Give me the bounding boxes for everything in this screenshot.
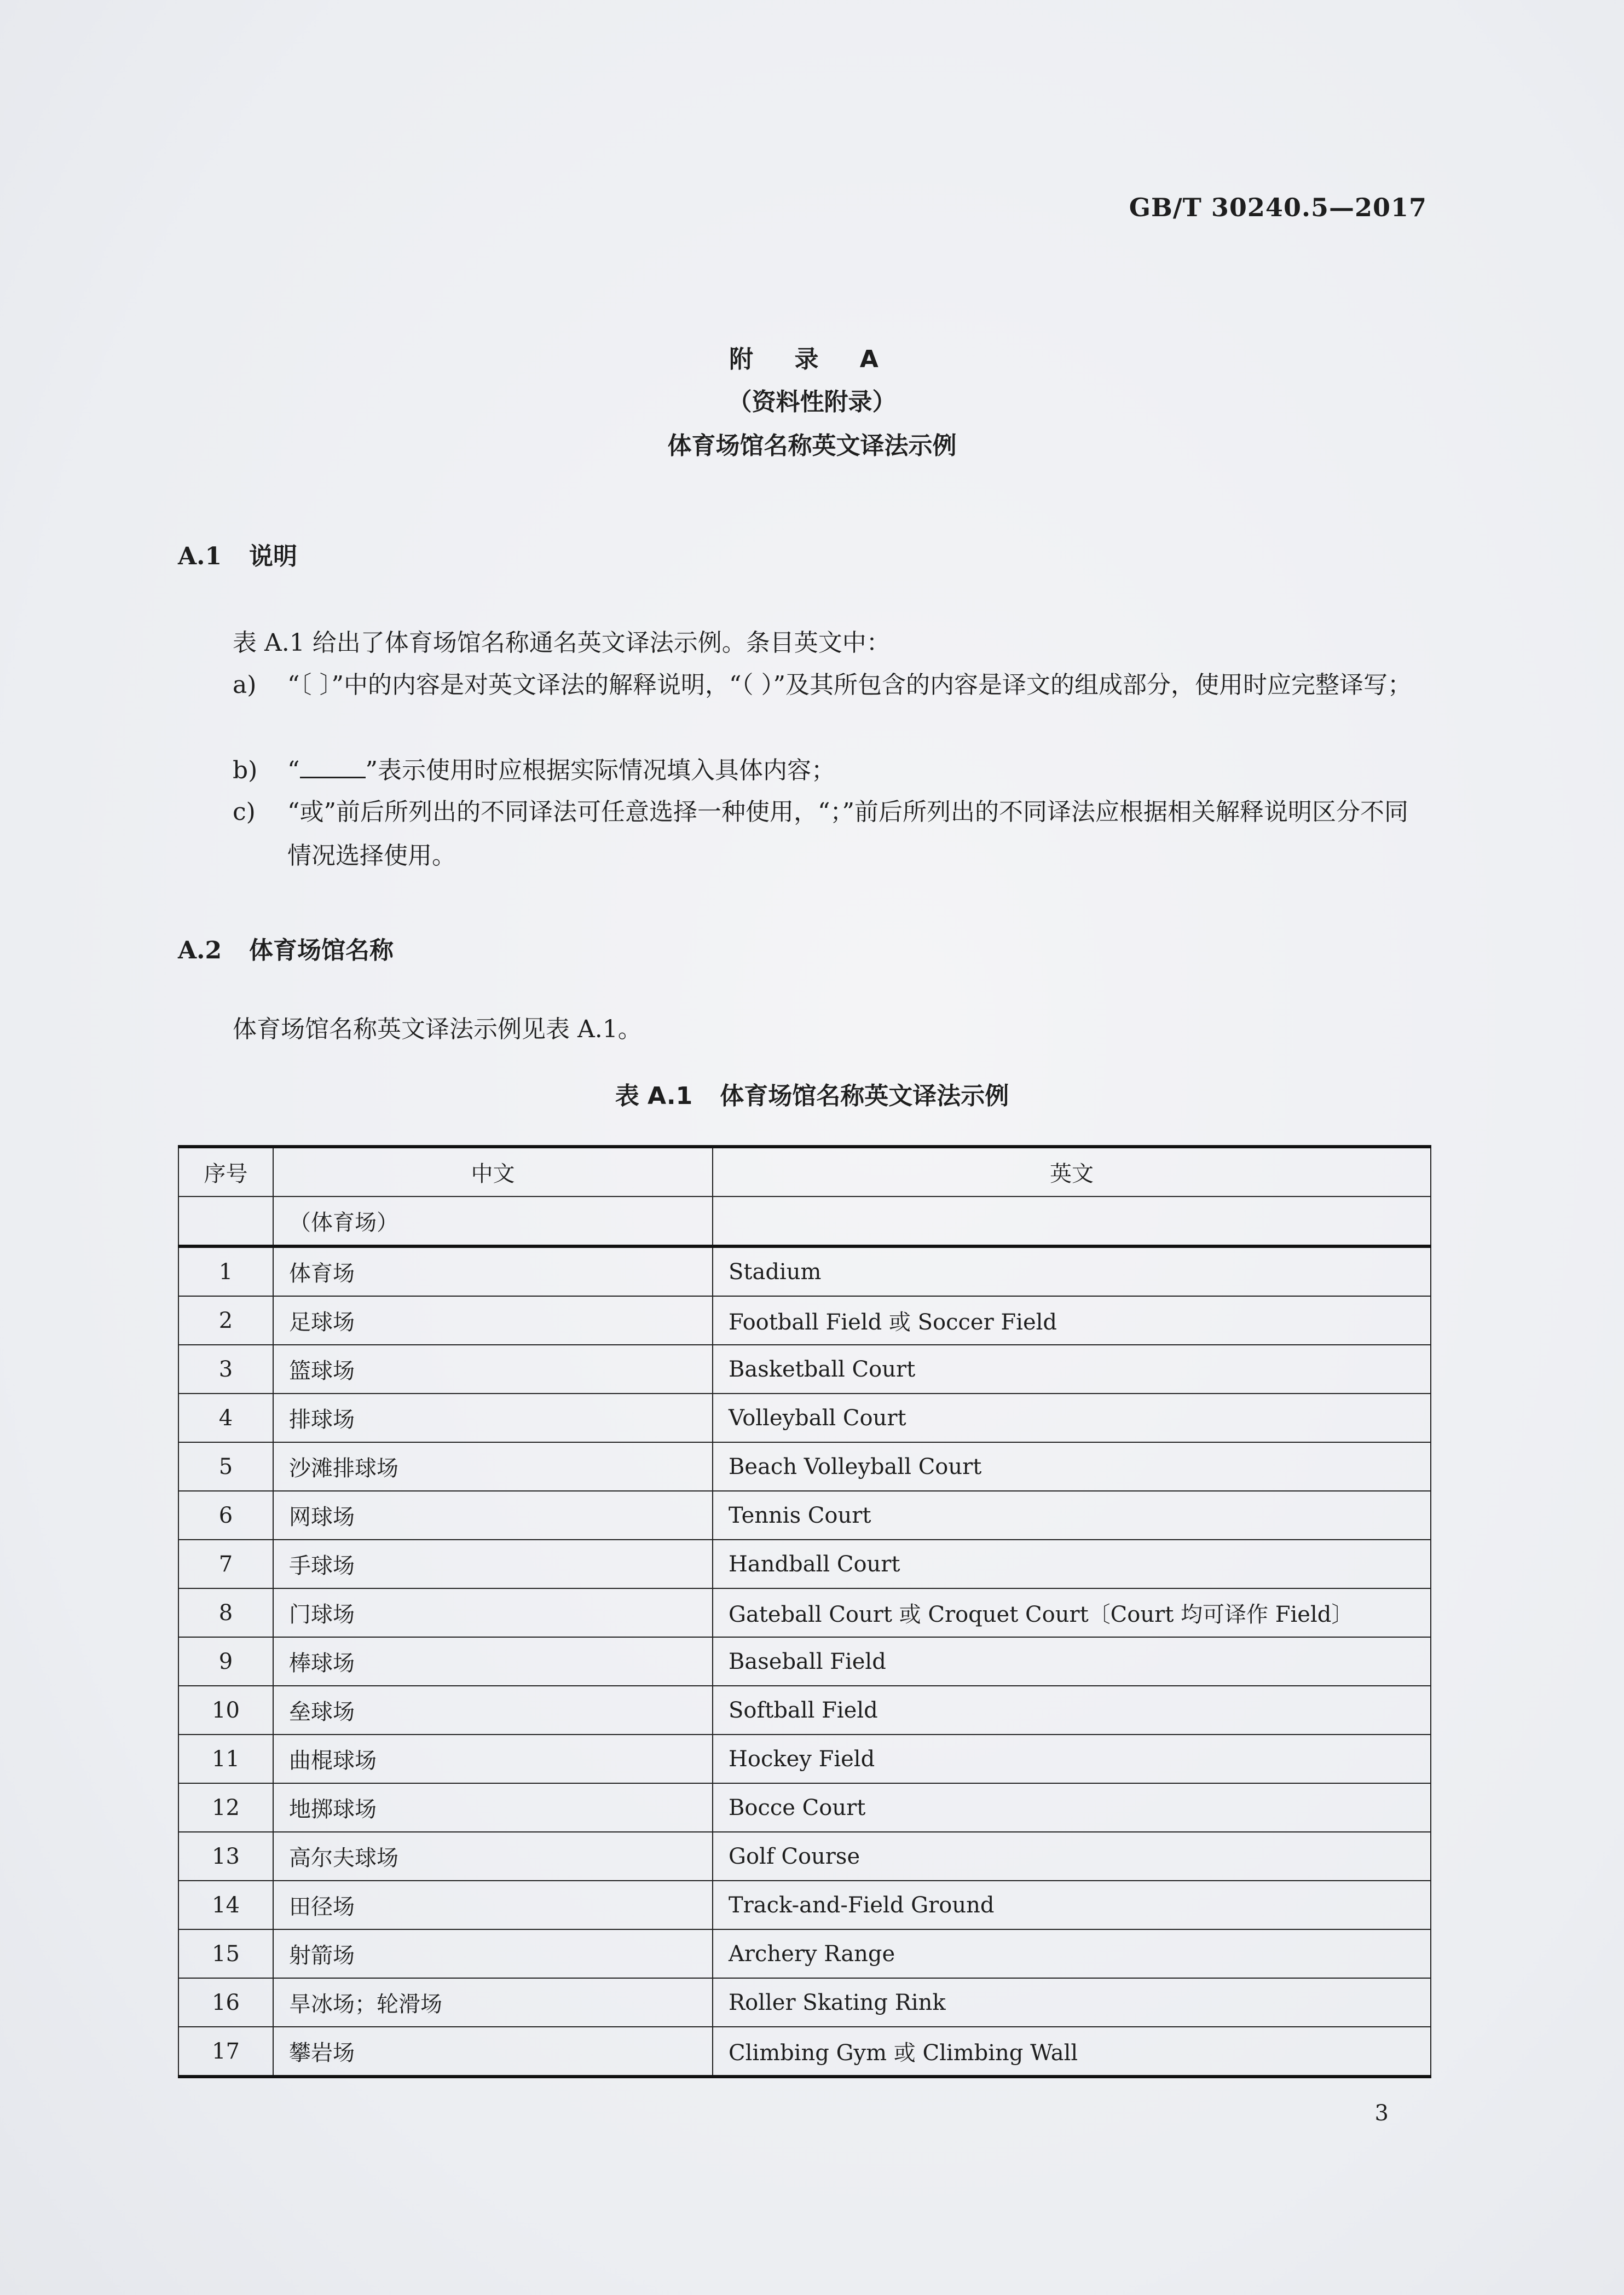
table-row bbox=[178, 1296, 1431, 1345]
table-group-row bbox=[178, 1196, 1431, 1246]
section-number: A.2 bbox=[178, 937, 222, 964]
row-en: Volleyball Court bbox=[713, 1394, 1431, 1442]
list-item-c bbox=[233, 790, 1431, 878]
list-mark: c) bbox=[233, 798, 256, 826]
row-zh: 射箭场 bbox=[273, 1929, 713, 1978]
row-zh: 足球场 bbox=[273, 1296, 713, 1345]
row-num: 14 bbox=[178, 1881, 273, 1929]
row-en: Tennis Court bbox=[713, 1491, 1431, 1540]
table-row bbox=[178, 1491, 1431, 1540]
list-mark: a) bbox=[233, 671, 257, 699]
row-zh: 地掷球场 bbox=[273, 1783, 713, 1832]
row-num: 7 bbox=[178, 1540, 273, 1588]
group-num-cell bbox=[178, 1196, 273, 1246]
row-num: 13 bbox=[178, 1832, 273, 1881]
table-row bbox=[178, 1686, 1431, 1735]
section-a1-heading bbox=[178, 536, 297, 571]
group-en-cell bbox=[713, 1196, 1431, 1246]
row-en: Stadium bbox=[713, 1246, 1431, 1296]
row-num: 12 bbox=[178, 1783, 273, 1832]
list-item-a bbox=[233, 663, 1431, 707]
table-row bbox=[178, 1246, 1431, 1296]
table-row bbox=[178, 1832, 1431, 1881]
group-label: （体育场） bbox=[273, 1196, 713, 1246]
row-num: 1 bbox=[178, 1246, 273, 1296]
row-zh: 田径场 bbox=[273, 1881, 713, 1929]
row-zh: 体育场 bbox=[273, 1246, 713, 1296]
row-zh: 攀岩场 bbox=[273, 2027, 713, 2077]
row-zh: 网球场 bbox=[273, 1491, 713, 1540]
list-mark: b) bbox=[233, 756, 258, 784]
table-header-row bbox=[178, 1147, 1431, 1196]
section-title: 体育场馆名称 bbox=[249, 937, 394, 964]
row-num: 11 bbox=[178, 1735, 273, 1783]
row-en: Handball Court bbox=[713, 1540, 1431, 1588]
table-row bbox=[178, 1394, 1431, 1442]
row-en: Basketball Court bbox=[713, 1345, 1431, 1394]
row-num: 6 bbox=[178, 1491, 273, 1540]
table-row bbox=[178, 2027, 1431, 2077]
list-text bbox=[287, 749, 1431, 793]
annex-title: 附 录 A bbox=[729, 345, 895, 373]
table-row bbox=[178, 1588, 1431, 1637]
table-row bbox=[178, 1540, 1431, 1588]
list-text: “〔 〕”中的内容是对英文译法的解释说明，“（ ）”及其所包含的内容是译文的组成部分，使用时应完整译写； bbox=[287, 671, 1412, 699]
row-en: Gateball Court 或 Croquet Court〔Court 均可译作 Field〕 bbox=[713, 1588, 1431, 1637]
row-zh: 门球场 bbox=[273, 1588, 713, 1637]
row-zh: 旱冰场；轮滑场 bbox=[273, 1978, 713, 2027]
annex-subject: 体育场馆名称英文译法示例 bbox=[667, 432, 957, 460]
row-en: Golf Course bbox=[713, 1832, 1431, 1881]
list-text-rest: ”表示使用时应根据实际情况填入具体内容； bbox=[365, 756, 835, 784]
section-a1-intro: 表 A.1 给出了体育场馆名称通名英文译法示例。条目英文中： bbox=[233, 629, 891, 657]
row-num: 3 bbox=[178, 1345, 273, 1394]
row-num: 4 bbox=[178, 1394, 273, 1442]
annex-type: （资料性附录） bbox=[727, 388, 897, 416]
row-en: Baseball Field bbox=[713, 1637, 1431, 1686]
row-zh: 垒球场 bbox=[273, 1686, 713, 1735]
row-zh: 棒球场 bbox=[273, 1637, 713, 1686]
section-title: 说明 bbox=[249, 542, 297, 570]
row-num: 2 bbox=[178, 1296, 273, 1345]
row-zh: 沙滩排球场 bbox=[273, 1442, 713, 1491]
row-num: 5 bbox=[178, 1442, 273, 1491]
table-caption-number: 表 A.1 bbox=[615, 1082, 693, 1110]
row-en: Bocce Court bbox=[713, 1783, 1431, 1832]
table-row bbox=[178, 1978, 1431, 2027]
fill-in-blank bbox=[300, 757, 366, 778]
section-a2-heading bbox=[178, 930, 394, 966]
row-zh: 排球场 bbox=[273, 1394, 713, 1442]
list-item-b bbox=[233, 749, 1431, 793]
row-num: 9 bbox=[178, 1637, 273, 1686]
table-row bbox=[178, 1783, 1431, 1832]
section-a2-intro: 体育场馆名称英文译法示例见表 A.1。 bbox=[233, 1015, 642, 1043]
header-en: 英文 bbox=[713, 1147, 1431, 1196]
row-num: 10 bbox=[178, 1686, 273, 1735]
row-en: Beach Volleyball Court bbox=[713, 1442, 1431, 1491]
table-row bbox=[178, 1345, 1431, 1394]
row-en: Roller Skating Rink bbox=[713, 1978, 1431, 2027]
row-zh: 手球场 bbox=[273, 1540, 713, 1588]
row-en: Track-and-Field Ground bbox=[713, 1881, 1431, 1929]
list-text-open-quote: “ bbox=[287, 756, 300, 784]
list-text: “或”前后所列出的不同译法可任意选择一种使用，“；”前后所列出的不同译法应根据相关解释说明区分不同情况选择使用。 bbox=[287, 798, 1408, 870]
translation-table bbox=[178, 1145, 1431, 2078]
table-row bbox=[178, 1735, 1431, 1783]
table-row bbox=[178, 1929, 1431, 1978]
row-num: 17 bbox=[178, 2027, 273, 2077]
row-zh: 篮球场 bbox=[273, 1345, 713, 1394]
table-row bbox=[178, 1442, 1431, 1491]
row-en: Softball Field bbox=[713, 1686, 1431, 1735]
row-zh: 高尔夫球场 bbox=[273, 1832, 713, 1881]
row-num: 15 bbox=[178, 1929, 273, 1978]
table-row bbox=[178, 1881, 1431, 1929]
row-en: Climbing Gym 或 Climbing Wall bbox=[713, 2027, 1431, 2077]
standard-code: GB/T 30240.5—2017 bbox=[1129, 193, 1427, 222]
section-number: A.1 bbox=[178, 542, 222, 570]
table-caption-title: 体育场馆名称英文译法示例 bbox=[720, 1082, 1009, 1110]
row-num: 16 bbox=[178, 1978, 273, 2027]
header-zh: 中文 bbox=[273, 1147, 713, 1196]
table-row bbox=[178, 1637, 1431, 1686]
row-en: Football Field 或 Soccer Field bbox=[713, 1296, 1431, 1345]
row-zh: 曲棍球场 bbox=[273, 1735, 713, 1783]
page-number: 3 bbox=[1374, 2101, 1389, 2126]
table-caption bbox=[0, 1076, 1624, 1111]
row-num: 8 bbox=[178, 1588, 273, 1637]
row-en: Hockey Field bbox=[713, 1735, 1431, 1783]
header-num: 序号 bbox=[178, 1147, 273, 1196]
row-en: Archery Range bbox=[713, 1929, 1431, 1978]
